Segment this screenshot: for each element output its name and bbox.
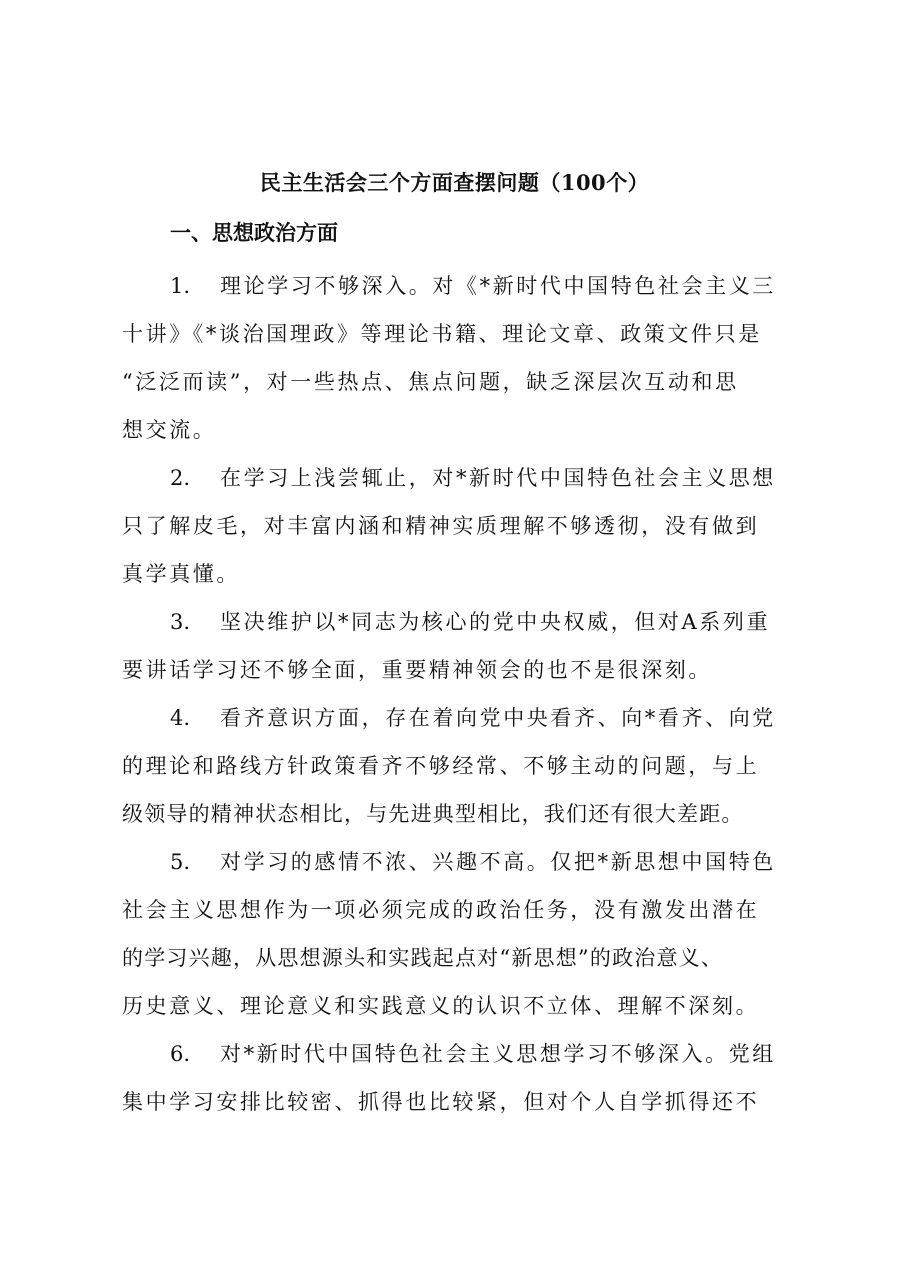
paragraph-number: 3. xyxy=(170,610,191,634)
paragraph-line: 社会主义思想作为一项必须完成的政治任务，没有激发出潜在 xyxy=(122,898,760,922)
paragraph-2 xyxy=(122,454,802,598)
paragraph-text: 在学习上浅尝辄止，对*新时代中国特色社会主义思想 xyxy=(220,466,776,490)
paragraph-first-line xyxy=(122,454,802,502)
paragraph-line: 级领导的精神状态相比，与先进典型相比，我们还有很大差距。 xyxy=(122,802,744,826)
paragraph-number: 6. xyxy=(170,1042,191,1066)
paragraph-first-line xyxy=(122,1030,802,1078)
document-title: 民主生活会三个方面查摆问题（100个） xyxy=(259,170,650,195)
paragraph-line: 的学习兴趣，从思想源头和实践起点对“新思想”的政治意义、 xyxy=(122,946,724,970)
paragraph-line: 集中学习安排比较密、抓得也比较紧，但对个人自学抓得还不 xyxy=(122,1090,760,1114)
paragraph-3 xyxy=(122,598,802,694)
paragraph-line: 十讲》《*谈治国理政》等理论书籍、理论文章、政策文件只是 xyxy=(122,322,762,346)
paragraph-number: 1. xyxy=(170,274,191,298)
section-heading: 一、思想政治方面 xyxy=(170,220,338,245)
paragraph-line: 只了解皮毛，对丰富内涵和精神实质理解不够透彻，没有做到 xyxy=(122,514,760,538)
paragraph-first-line xyxy=(122,262,802,310)
paragraph-first-line xyxy=(122,694,802,742)
paragraph-line: 真学真懂。 xyxy=(122,562,240,586)
paragraph-text: 看齐意识方面，存在着向党中央看齐、向*看齐、向党 xyxy=(220,706,776,730)
paragraph-number: 4. xyxy=(170,706,191,730)
paragraph-line: 想交流。 xyxy=(122,418,217,442)
paragraph-number: 2. xyxy=(170,466,191,490)
paragraph-first-line xyxy=(122,598,802,646)
paragraph-text: 理论学习不够深入。对《*新时代中国特色社会主义三 xyxy=(220,274,776,298)
paragraph-text: 对*新时代中国特色社会主义思想学习不够深入。党组 xyxy=(220,1042,776,1066)
paragraph-line: 历史意义、理论意义和实践意义的认识不立体、理解不深刻。 xyxy=(122,994,760,1018)
paragraph-1 xyxy=(122,262,802,454)
paragraph-text: 坚决维护以*同志为核心的党中央权威，但对A系列重 xyxy=(220,610,771,634)
paragraph-first-line xyxy=(122,838,802,886)
paragraph-line: “泛泛而读”，对一些热点、焦点问题，缺乏深层次互动和思 xyxy=(122,370,739,394)
document-body xyxy=(122,262,802,1126)
paragraph-4 xyxy=(122,694,802,838)
paragraph-line: 要讲话学习还不够全面，重要精神领会的也不是很深刻。 xyxy=(122,658,712,682)
paragraph-5 xyxy=(122,838,802,1030)
paragraph-number: 5. xyxy=(170,850,191,874)
paragraph-text: 对学习的感情不浓、兴趣不高。仅把*新思想中国特色 xyxy=(220,850,776,874)
paragraph-line: 的理论和路线方针政策看齐不够经常、不够主动的问题，与上 xyxy=(122,754,760,778)
paragraph-6 xyxy=(122,1030,802,1126)
